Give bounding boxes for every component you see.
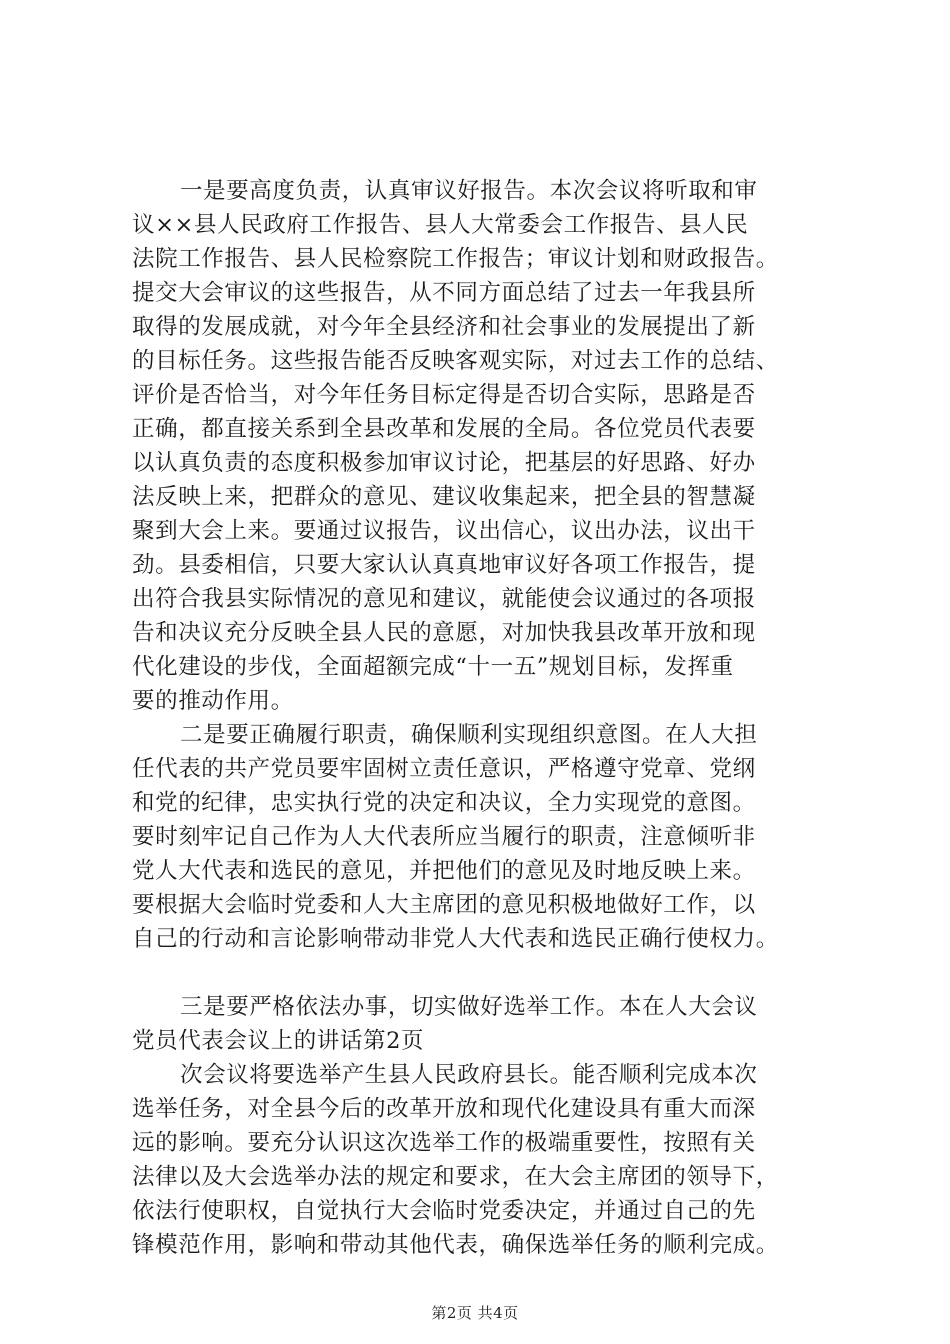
text-line: 提交大会审议的这些报告，从不同方面总结了过去一年我县所	[132, 280, 756, 306]
text-line: 依法行使职权，自觉执行大会临时党委决定，并通过自己的先	[132, 1198, 756, 1224]
text-line: 要的推动作用。	[132, 688, 294, 714]
text-line: 要根据大会临时党委和人大主席团的意见积极地做好工作，以	[132, 892, 756, 918]
text-line: 取得的发展成就，对今年全县经济和社会事业的发展提出了新	[132, 314, 756, 340]
text-line: 劲。县委相信，只要大家认认真真地审议好各项工作报告，提	[132, 552, 756, 578]
text-line: 告和决议充分反映全县人民的意愿，对加快我县改革开放和现	[132, 620, 756, 646]
text-line: 党员代表会议上的讲话第2页	[132, 1028, 425, 1054]
text-line: 聚到大会上来。要通过议报告，议出信心，议出办法，议出干	[132, 518, 756, 544]
text-line: 法院工作报告、县人民检察院工作报告；审议计划和财政报告。	[132, 246, 779, 272]
text-line: 自己的行动和言论影响带动非党人大代表和选民正确行使权力。	[132, 926, 779, 952]
text-line: 次会议将要选举产生县人民政府县长。能否顺利完成本次	[180, 1062, 758, 1088]
text-line: 评价是否恰当，对今年任务目标定得是否切合实际，思路是否	[132, 382, 756, 408]
text-line: 正确，都直接关系到全县改革和发展的全局。各位党员代表要	[132, 416, 756, 442]
text-line: 党人大代表和选民的意见，并把他们的意见及时地反映上来。	[132, 858, 756, 884]
text-line: 远的影响。要充分认识这次选举工作的极端重要性，按照有关	[132, 1130, 756, 1156]
text-line: 二是要正确履行职责，确保顺利实现组织意图。在人大担	[180, 722, 758, 748]
text-line: 选举任务，对全县今后的改革开放和现代化建设具有重大而深	[132, 1096, 756, 1122]
text-line: 代化建设的步伐，全面超额完成“十一五”规划目标，发挥重	[132, 654, 734, 680]
text-line: 法反映上来，把群众的意见、建议收集起来，把全县的智慧凝	[132, 484, 756, 510]
text-line: 任代表的共产党员要牢固树立责任意识，严格遵守党章、党纲	[132, 756, 756, 782]
text-line: 法律以及大会选举办法的规定和要求，在大会主席团的领导下，	[132, 1164, 779, 1190]
text-line: 锋模范作用，影响和带动其他代表，确保选举任务的顺利完成。	[132, 1232, 779, 1258]
text-line: 要时刻牢记自己作为人大代表所应当履行的职责，注意倾听非	[132, 824, 756, 850]
text-line: 三是要严格依法办事，切实做好选举工作。本在人大会议	[180, 994, 758, 1020]
page-footer: 第2页 共4页	[431, 1304, 519, 1322]
text-line: 的目标任务。这些报告能否反映客观实际，对过去工作的总结、	[132, 348, 779, 374]
text-line: 以认真负责的态度积极参加审议讨论，把基层的好思路、好办	[132, 450, 756, 476]
text-line: 一是要高度负责，认真审议好报告。本次会议将听取和审	[180, 178, 758, 204]
text-line: 出符合我县实际情况的意见和建议，就能使会议通过的各项报	[132, 586, 756, 612]
text-line: 和党的纪律，忠实执行党的决定和决议，全力实现党的意图。	[132, 790, 756, 816]
text-line: 议××县人民政府工作报告、县人大常委会工作报告、县人民	[132, 212, 749, 238]
